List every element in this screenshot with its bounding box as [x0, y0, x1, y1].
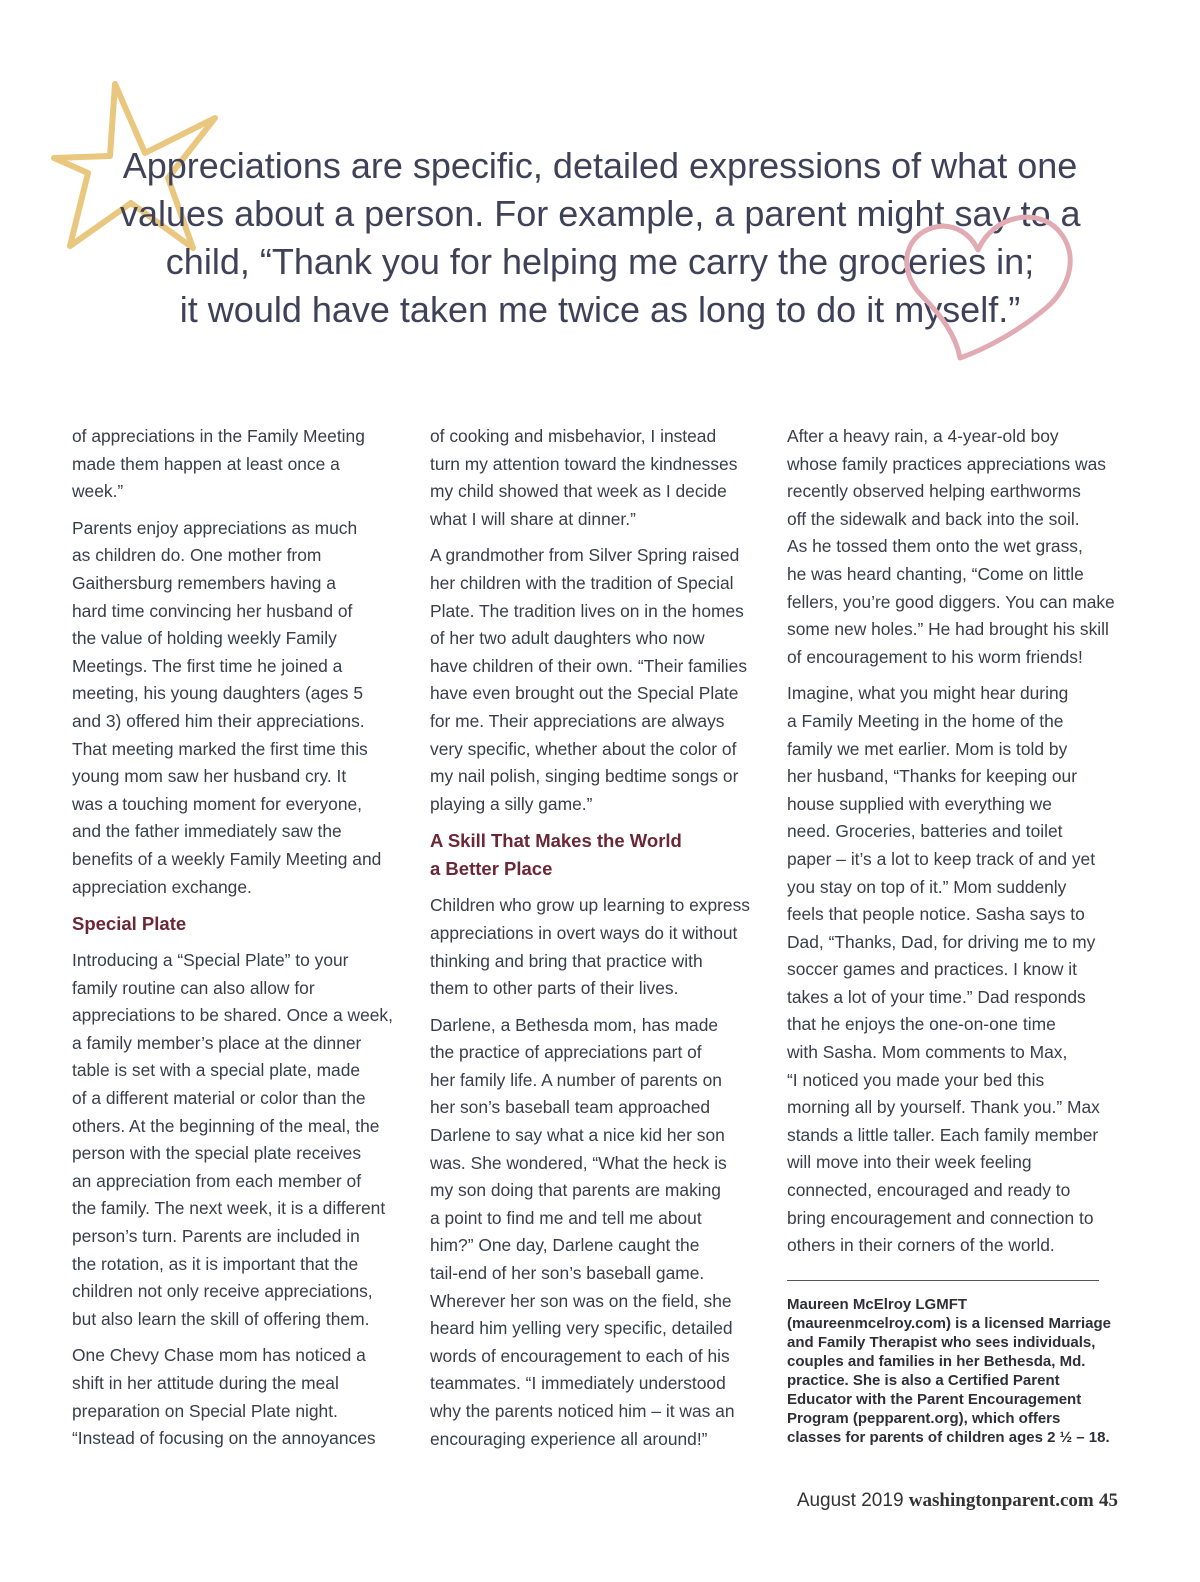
text-line: recently observed helping earthworms	[787, 481, 1081, 502]
text-line: tail-end of her son’s baseball game.	[430, 1263, 705, 1284]
text-line: A grandmother from Silver Spring raised	[430, 545, 740, 566]
text-line: Parents enjoy appreciations as much	[72, 517, 358, 538]
text-line: Introducing a “Special Plate” to your	[72, 950, 349, 971]
paragraph	[72, 1342, 404, 1452]
text-line: feels that people notice. Sasha says to	[787, 904, 1085, 925]
text-line: As he tossed them onto the wet grass,	[787, 536, 1083, 557]
text-line: hard time convincing her husband of	[72, 600, 353, 621]
paragraph	[430, 542, 766, 818]
text-line: meeting, his young daughters (ages 5	[72, 683, 363, 704]
text-line: and the father immediately saw the	[72, 821, 342, 842]
text-line: but also learn the skill of offering them.	[72, 1308, 370, 1329]
text-line: practice. She is also a Certified Parent	[787, 1371, 1060, 1389]
paragraph	[72, 423, 404, 506]
text-line: classes for parents of children ages 2 ½ – 18.	[787, 1428, 1110, 1446]
text-line: week.”	[72, 481, 124, 502]
text-line: Darlene to say what a nice kid her son	[430, 1125, 725, 1146]
text-line: words of encouragement to each of his	[430, 1345, 730, 1366]
text-line: Dad, “Thanks, Dad, for driving me to my	[787, 931, 1096, 952]
paragraph	[787, 423, 1123, 671]
text-line: her children with the tradition of Special	[430, 572, 734, 593]
text-line: the practice of appreciations part of	[430, 1042, 702, 1063]
text-line: her family life. A number of parents on	[430, 1069, 722, 1090]
text-line: A Skill That Makes the World	[430, 830, 682, 852]
paragraph	[430, 1012, 766, 1454]
paragraph	[72, 947, 404, 1333]
text-line: After a heavy rain, a 4-year-old boy	[787, 426, 1059, 446]
site-name: washingtonparent.com	[908, 1490, 1094, 1511]
text-line: playing a silly game.”	[430, 793, 593, 814]
text-line: was. She wondered, “What the heck is	[430, 1152, 727, 1173]
text-line: person with the special plate receives	[72, 1143, 362, 1164]
text-line: fellers, you’re good diggers. You can make	[787, 591, 1115, 612]
text-line: them to other parts of their lives.	[430, 978, 679, 999]
text-line: appreciations to be shared. Once a week,	[72, 1005, 393, 1026]
text-line: her son’s baseball team approached	[430, 1097, 711, 1118]
text-line: others. At the beginning of the meal, the	[72, 1115, 380, 1136]
text-line: young mom saw her husband cry. It	[72, 766, 347, 787]
pull-quote-line: values about a person. For example, a parent might say to a	[120, 193, 1081, 234]
text-line: benefits of a weekly Family Meeting and	[72, 848, 382, 869]
text-line: and 3) offered him their appreciations.	[72, 710, 365, 731]
text-line: her husband, “Thanks for keeping our	[787, 766, 1078, 787]
text-line: bring encouragement and connection to	[787, 1207, 1094, 1228]
text-line: Plate. The tradition lives on in the homes	[430, 600, 744, 621]
paragraph	[430, 423, 766, 533]
divider	[787, 1280, 1099, 1281]
text-line: need. Groceries, batteries and toilet	[787, 821, 1063, 842]
text-line: of her two adult daughters who now	[430, 628, 705, 649]
text-line: soccer games and practices. I know it	[787, 959, 1077, 980]
text-line: table is set with a special plate, made	[72, 1060, 361, 1081]
paragraph	[787, 680, 1123, 1259]
article-column-2	[430, 423, 766, 1462]
pull-quote-line: it would have taken me twice as long to do it myself.”	[179, 289, 1021, 330]
text-line: for me. Their appreciations are always	[430, 710, 725, 731]
text-line: what I will share at dinner.”	[430, 508, 636, 529]
text-line: house supplied with everything we	[787, 793, 1052, 814]
text-line: teammates. “I immediately understood	[430, 1373, 726, 1394]
text-line: as children do. One mother from	[72, 545, 322, 566]
text-line: Darlene, a Bethesda mom, has made	[430, 1014, 719, 1035]
text-line: turn my attention toward the kindnesses	[430, 453, 738, 474]
page-number: 45	[1099, 1490, 1118, 1511]
text-line: of encouragement to his worm friends!	[787, 646, 1083, 667]
text-line: off the sidewalk and back into the soil.	[787, 508, 1080, 529]
text-line: paper – it’s a lot to keep track of and yet	[787, 848, 1096, 869]
issue-date: August 2019	[796, 1490, 904, 1511]
text-line: Gaithersburg remembers having a	[72, 572, 336, 593]
text-line: “I noticed you made your bed this	[787, 1069, 1045, 1090]
paragraph	[72, 515, 404, 901]
article-column-3	[787, 423, 1123, 1456]
section-heading-special-plate: Special Plate	[72, 913, 187, 935]
text-line: Imagine, what you might hear during	[787, 683, 1069, 704]
text-line: the family. The next week, it is a different	[72, 1198, 386, 1219]
text-line: was a touching moment for everyone,	[72, 793, 362, 814]
text-line: (maureenmcelroy.com) is a licensed Marriage	[787, 1314, 1112, 1332]
text-line: appreciations in overt ways do it without	[430, 922, 738, 943]
article-column-1	[72, 423, 404, 1462]
text-line: heard him yelling very specific, detailed	[430, 1318, 733, 1339]
text-line: why the parents noticed him – it was an	[430, 1401, 735, 1421]
text-line: have children of their own. “Their families	[430, 655, 748, 676]
heart-icon	[898, 198, 1083, 368]
text-line: Children who grow up learning to express	[430, 895, 750, 916]
text-line: connected, encouraged and ready to	[787, 1180, 1071, 1201]
text-line: Maureen McElroy LGMFT	[787, 1295, 968, 1313]
text-line: my child showed that week as I decide	[430, 481, 727, 502]
text-line: of cooking and misbehavior, I instead	[430, 426, 717, 446]
text-line: a Family Meeting in the home of the	[787, 710, 1064, 731]
text-line: stands a little taller. Each family member	[787, 1124, 1099, 1145]
text-line: will move into their week feeling	[787, 1152, 1032, 1173]
text-line: have even brought out the Special Plate	[430, 683, 739, 704]
text-line: made them happen at least once a	[72, 453, 340, 474]
text-line: the value of holding weekly Family	[72, 628, 337, 649]
text-line: Program (pepparent.org), which offers	[787, 1409, 1061, 1427]
text-line: that he enjoys the one-on-one time	[787, 1014, 1056, 1035]
author-bio	[787, 1295, 1123, 1447]
text-line: a Better Place	[430, 858, 553, 880]
text-line: thinking and bring that practice with	[430, 950, 703, 971]
text-line: One Chevy Chase mom has noticed a	[72, 1345, 366, 1366]
text-line: some new holes.” He had brought his skill	[787, 619, 1109, 640]
page-footer	[797, 1490, 1118, 1512]
text-line: whose family practices appreciations was	[787, 453, 1106, 474]
text-line: couples and families in her Bethesda, Md.	[787, 1352, 1086, 1370]
text-line: an appreciation from each member of	[72, 1170, 362, 1191]
text-line: him?” One day, Darlene caught the	[430, 1235, 700, 1256]
text-line: he was heard chanting, “Come on little	[787, 563, 1084, 584]
text-line: of appreciations in the Family Meeting	[72, 426, 365, 446]
text-line: a point to find me and tell me about	[430, 1207, 702, 1228]
text-line: my nail polish, singing bedtime songs or	[430, 766, 739, 787]
text-line: my son doing that parents are making	[430, 1180, 721, 1201]
pull-quote-line: Appreciations are specific, detailed expressions of what one	[122, 145, 1078, 186]
pull-quote-line: child, “Thank you for helping me carry the groceries in;	[165, 241, 1035, 282]
text-line: a family member’s place at the dinner	[72, 1032, 362, 1053]
text-line: children not only receive appreciations,	[72, 1281, 373, 1302]
text-line: you stay on top of it.” Mom suddenly	[787, 876, 1067, 897]
text-line: and Family Therapist who sees individuals,	[787, 1333, 1096, 1351]
text-line: encouraging experience all around!”	[430, 1428, 708, 1449]
text-line: shift in her attitude during the meal	[72, 1373, 339, 1393]
text-line: That meeting marked the first time this	[72, 738, 368, 759]
text-line: very specific, whether about the color of	[430, 738, 737, 759]
text-line: family we met earlier. Mom is told by	[787, 738, 1068, 759]
text-line: Meetings. The first time he joined a	[72, 655, 343, 676]
text-line: takes a lot of your time.” Dad responds	[787, 986, 1086, 1007]
text-line: preparation on Special Plate night.	[72, 1400, 338, 1421]
text-line: the rotation, as it is important that the	[72, 1253, 359, 1274]
text-line: appreciation exchange.	[72, 876, 252, 897]
text-line: with Sasha. Mom comments to Max,	[787, 1042, 1068, 1063]
text-line: others in their corners of the world.	[787, 1235, 1055, 1256]
paragraph	[430, 892, 766, 1002]
text-line: Educator with the Parent Encouragement	[787, 1390, 1082, 1408]
text-line: of a different material or color than the	[72, 1088, 366, 1109]
section-heading-skill	[430, 827, 766, 883]
text-line: morning all by yourself. Thank you.” Max	[787, 1097, 1100, 1118]
text-line: family routine can also allow for	[72, 977, 315, 998]
text-line: person’s turn. Parents are included in	[72, 1226, 360, 1247]
text-line: Wherever her son was on the field, she	[430, 1290, 732, 1311]
text-line: “Instead of focusing on the annoyances	[72, 1428, 376, 1449]
